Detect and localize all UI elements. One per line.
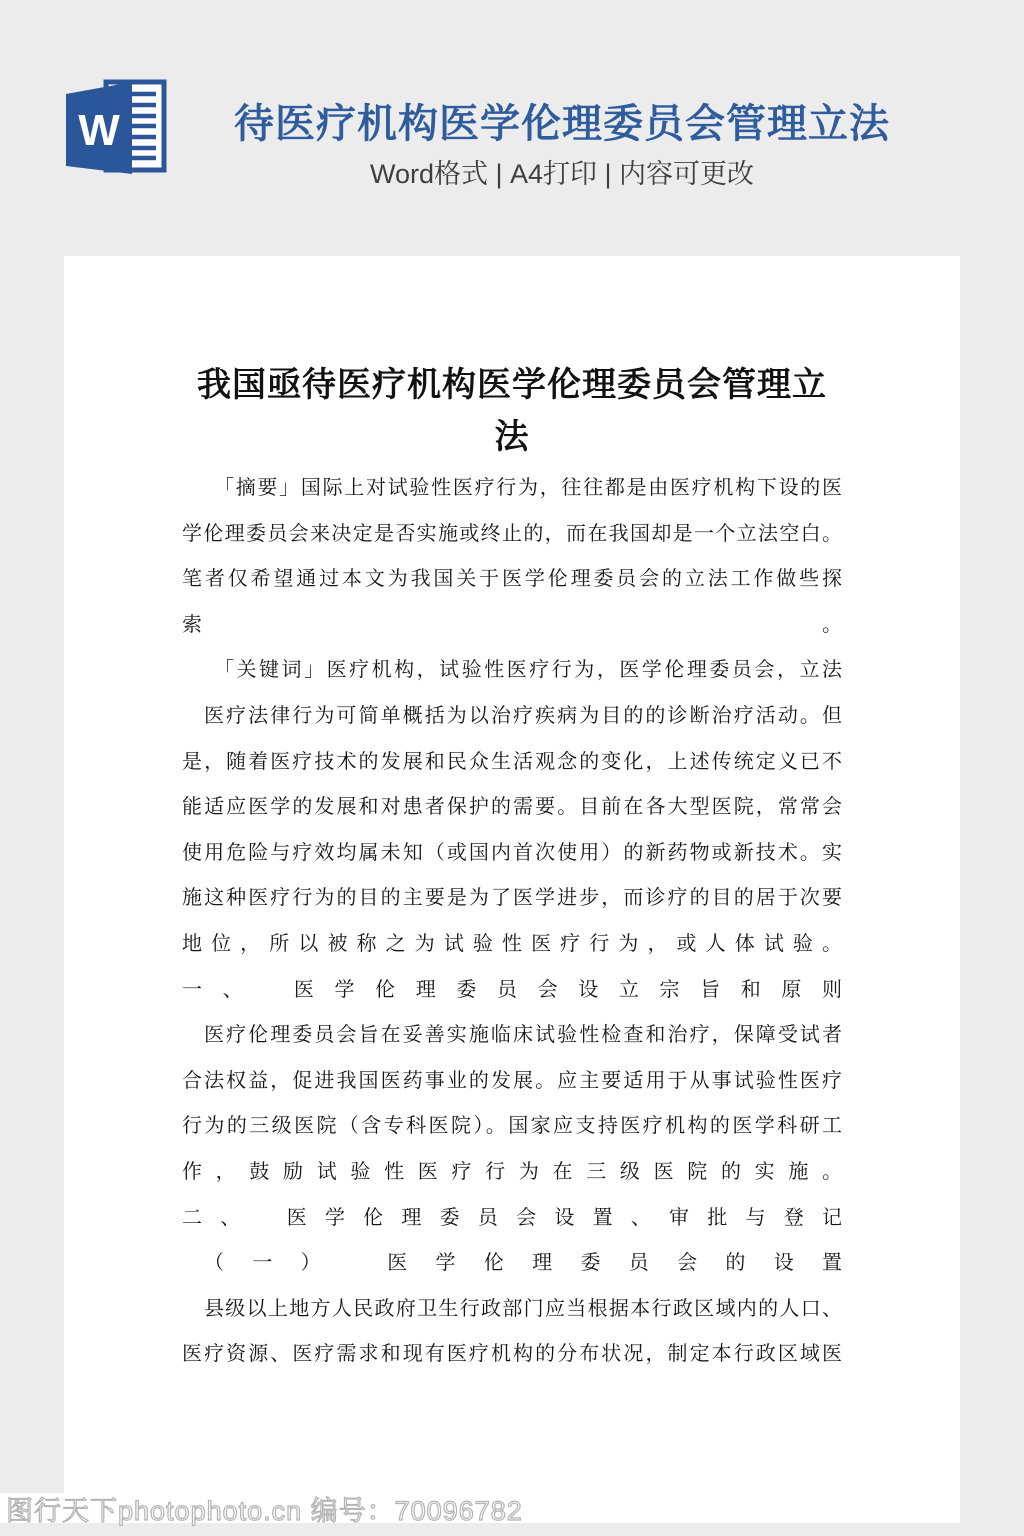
header-subtitle: Word格式 | A4打印 | 内容可更改 <box>369 159 755 189</box>
body-line: 学伦理委员会来决定是否实施或终止的，而在我国却是一个立法空白。 <box>182 522 842 545</box>
body-line: 笔者仅希望通过本文为我国关于医学伦理委员会的立法工作做些探 <box>182 568 842 591</box>
doc-title-line: 我国亟待医疗机构医学伦理委员会管理立 <box>197 367 827 404</box>
doc-title-line: 法 <box>494 419 530 456</box>
body-line: （一） 医学伦理委员会的设置 <box>204 1252 842 1275</box>
body-line: 施这种医疗行为的目的主要是为了医学进步，而诊疗的目的居于次要 <box>182 887 842 910</box>
body-line: 「摘要」国际上对试验性医疗行为，往往都是由医疗机构下设的医 <box>214 477 842 499</box>
body-line: 是，随着医疗技术的发展和民众生活观念的变化，上述传统定义已不 <box>182 750 842 773</box>
body-line: 合法权益，促进我国医药事业的发展。应主要适用于从事试验性医疗 <box>182 1069 842 1092</box>
word-logo-letter: W <box>78 106 120 155</box>
document-body <box>182 466 842 1378</box>
header-doc-title: 待医疗机构医学伦理委员会管理立法 <box>234 102 890 146</box>
body-line: 索。 <box>182 613 842 636</box>
body-line: 地位，所以被称之为试验性医疗行为，或人体试验。 <box>182 932 842 955</box>
body-line: 作，鼓励试验性医疗行为在三级医院的实施。 <box>182 1160 842 1183</box>
body-line: 能适应医学的发展和对患者保护的需要。目前在各大型医院，常常会 <box>182 796 842 819</box>
body-line: 使用危险与疗效均属未知（或国内首次使用）的新药物或新技术。实 <box>182 841 842 864</box>
word-logo-icon <box>62 78 170 178</box>
document-title <box>182 360 842 464</box>
document-page <box>64 256 960 1522</box>
body-line: 行为的三级医院（含专科医院）。国家应支持医疗机构的医学科研工 <box>182 1115 842 1138</box>
body-line: 医疗伦理委员会旨在妥善实施临床试验性检查和治疗，保障受试者 <box>204 1024 842 1047</box>
body-line: 医疗法律行为可简单概括为以治疗疾病为目的的诊断治疗活动。但 <box>204 704 842 727</box>
watermark-text: 图行天下photophoto.cn 编号：70096782 <box>6 1496 523 1526</box>
body-line: 县级以上地方人民政府卫生行政部门应当根据本行政区域内的人口、 <box>204 1297 842 1320</box>
body-line: 一、 医学伦理委员会设立宗旨和原则 <box>182 978 842 1001</box>
body-line: 医疗资源、医疗需求和现有医疗机构的分布状况，制定本行政区域医 <box>182 1343 842 1366</box>
body-line: 二、 医学伦理委员会设置、审批与登记 <box>182 1206 842 1229</box>
body-line: 「关键词」医疗机构，试验性医疗行为，医学伦理委员会，立法 <box>214 659 842 682</box>
